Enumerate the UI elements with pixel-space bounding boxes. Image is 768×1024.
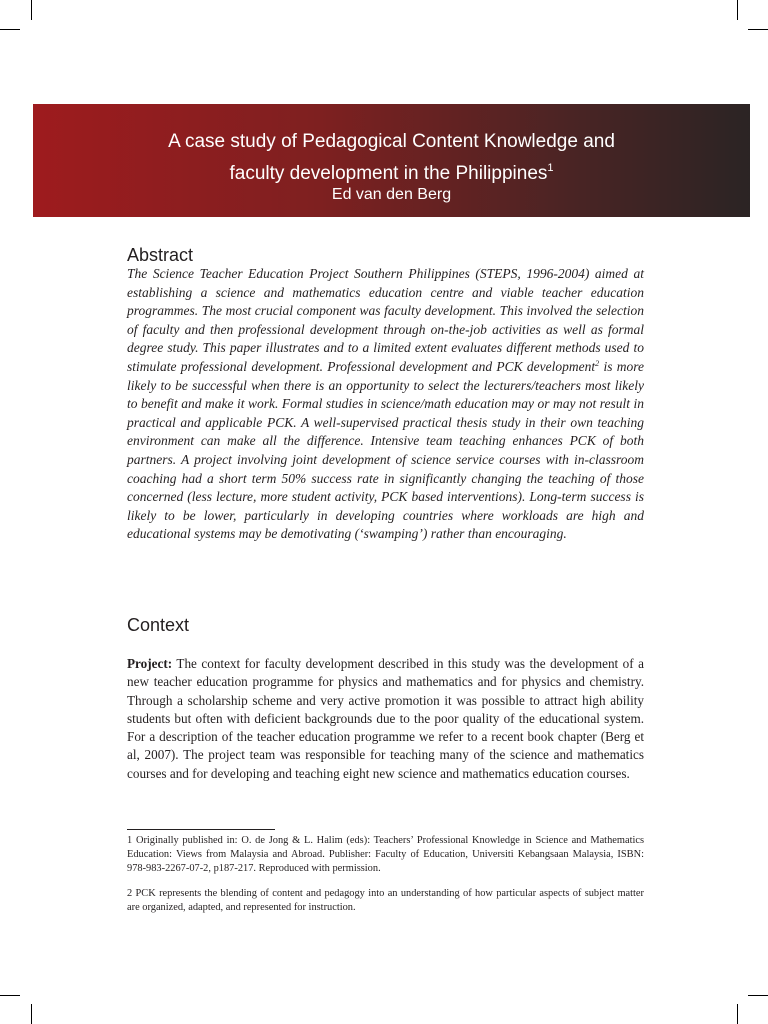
paper-title-line-2-text: faculty development in the Philippines [229,163,548,184]
context-body [127,655,644,783]
context-heading: Context [127,615,190,635]
abstract-footnote-marker: 2 [595,358,600,368]
title-banner [33,104,750,217]
crop-mark [748,29,768,30]
abstract-heading: Abstract [127,245,194,265]
author-name: Ed van den Berg [331,186,452,203]
crop-mark [737,1004,738,1024]
crop-mark [737,0,738,20]
footnote-divider [127,829,275,830]
paper-title-line-2 [33,156,750,186]
crop-mark [31,1004,32,1024]
footnote-1: 1 Originally published in: O. de Jong & L. Halim (eds): Teachers’ Professional Knowledge in Science and Mathematics Education: Views from Malaysia and Abroad. Publisher: Faculty of Education, Universiti Kebangsaan Malaysia, ISBN: 978-983-2267-07-2, p187-217. Reproduced with permission. [127,835,644,874]
paper-title-line-1: A case study of Pedagogical Content Knowledge and [168,131,615,152]
crop-mark [0,29,20,30]
context-lead-label: Project: [127,656,173,671]
abstract-body [127,265,644,544]
crop-mark [0,995,20,996]
title-footnote-marker: 1 [547,162,554,174]
footnote-2: 2 PCK represents the blending of content and pedagogy into an understanding of how particular aspects of subject matter are organized, adapted, and represented for instruction. [127,888,644,913]
abstract-text-part-1: The Science Teacher Education Project Southern Philippines (STEPS, 1996-2004) aimed at establishing a science and mathematics education centre and viable teacher education programmes. The most crucial component was faculty development. This involved the selection of faculty and then professional development through on-the-job activities as well as formal degree study. This paper illustrates and to a limited extent evaluates different methods used to stimulate professional development. Professional development and PCK development [127,266,644,374]
crop-mark [31,0,32,20]
abstract-text-part-2: is more likely to be successful when there is an opportunity to select the lecturers/teachers most likely to benefit and make it work. Formal studies in science/math education may or may not result in practical and applicable PCK. A well-supervised practical thesis study in their own teaching environment can make all the difference. Intensive team teaching enhances PCK of both partners. A project involving joint development of science service courses with in-classroom coaching had a short term 50% success rate in significantly changing the teaching of those concerned (less lecture, more student activity, PCK based interventions). Long-term success is likely to be lower, particularly in developing countries where workloads are high and educational systems may be demotivating (‘swamping’) rather than encouraging. [127,358,644,542]
crop-mark [748,995,768,996]
context-paragraph: The context for faculty development described in this study was the development of a new teacher education programme for physics and mathematics and for physics and chemistry. Through a scholarship scheme and very active promotion it was possible to attract high ability students but often with deficient backgrounds due to the poor quality of the educational system. For a description of the teacher education programme we refer to a recent book chapter (Berg et al, 2007). The project team was responsible for teaching many of the science and mathematics courses and for developing and teaching eight new science and mathematics education courses. [127,656,644,781]
